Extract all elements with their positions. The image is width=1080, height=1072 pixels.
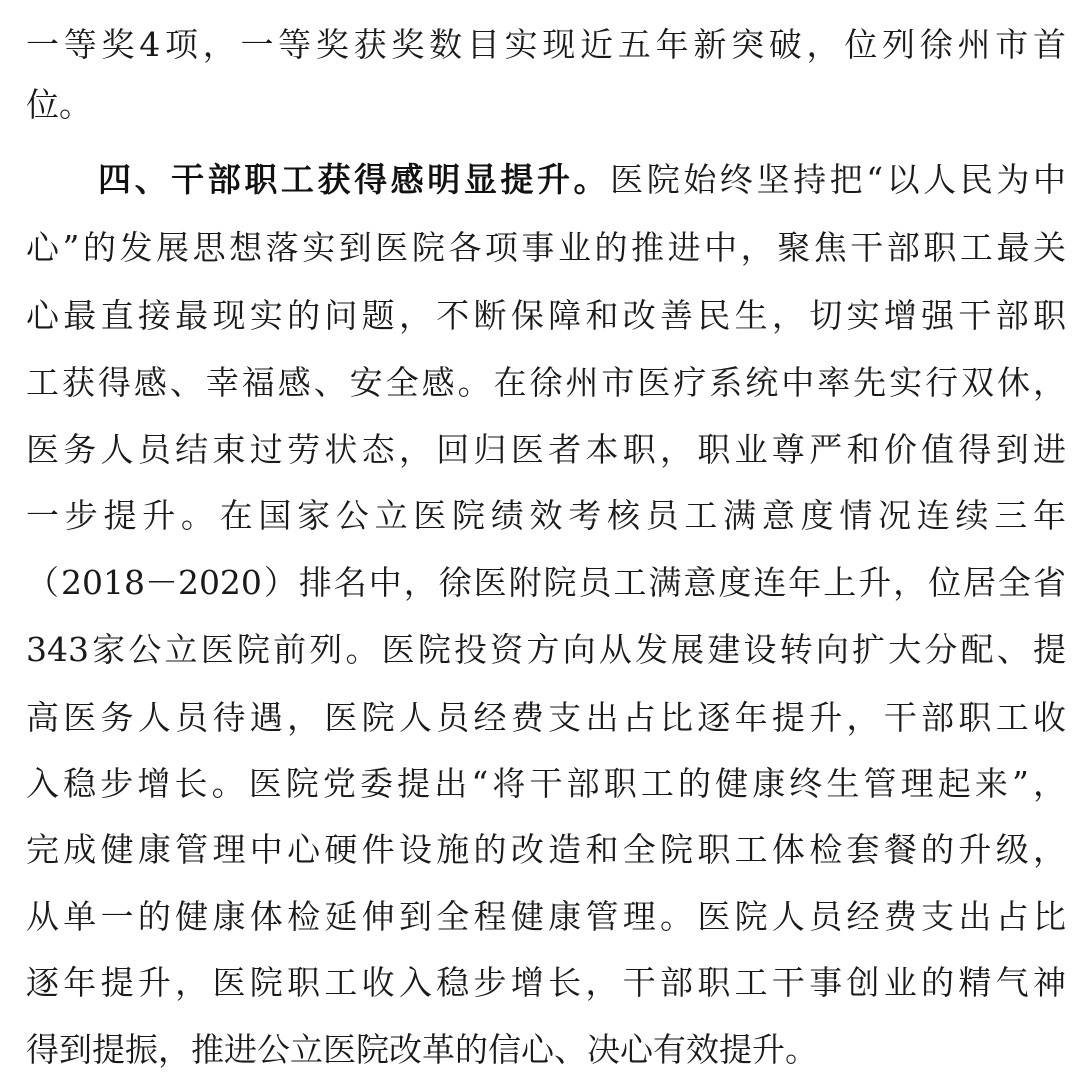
text-line-14: 从单一的健康体检延伸到全程健康管理。医院人员经费支出占比 bbox=[26, 897, 1066, 936]
text-line-10: 343家公立医院前列。医院投资方向从发展建设转向扩大分配、提 bbox=[26, 630, 1066, 669]
text-line-8: 一步提升。在国家公立医院绩效考核员工满意度情况连续三年 bbox=[26, 496, 1066, 535]
text-line-4: 心”的发展思想落实到医院各项事业的推进中，聚焦干部职工最关 bbox=[26, 228, 1066, 267]
text-line-11: 高医务人员待遇，医院人员经费支出占比逐年提升，干部职工收 bbox=[26, 698, 1066, 737]
section-heading: 四、干部职工获得感明显提升。 bbox=[98, 160, 611, 199]
text-line-3: 医院始终坚持把“以人民为中 bbox=[610, 160, 1067, 199]
text-line-13: 完成健康管理中心硬件设施的改造和全院职工体检套餐的升级， bbox=[26, 830, 1066, 869]
text-line-2: 位。 bbox=[26, 85, 92, 124]
text-line-6: 工获得感、幸福感、安全感。在徐州市医疗系统中率先实行双休， bbox=[26, 363, 1066, 402]
text-line-15: 逐年提升，医院职工收入稳步增长，干部职工干事创业的精气神 bbox=[26, 963, 1066, 1002]
text-line-7: 医务人员结束过劳状态，回归医者本职，职业尊严和价值得到进 bbox=[26, 430, 1066, 469]
text-line-12: 入稳步增长。医院党委提出“将干部职工的健康终生管理起来”， bbox=[26, 764, 1066, 803]
text-line-16: 得到提振，推进公立医院改革的信心、决心有效提升。 bbox=[26, 1030, 818, 1069]
text-line-5: 心最直接最现实的问题，不断保障和改善民生，切实增强干部职 bbox=[26, 296, 1066, 335]
text-line-9: （2018－2020）排名中，徐医附院员工满意度连年上升，位居全省 bbox=[26, 563, 1066, 602]
section-paragraph-start bbox=[98, 160, 1066, 200]
text-line-1: 一等奖4项，一等奖获奖数目实现近五年新突破，位列徐州市首 bbox=[26, 25, 1066, 64]
